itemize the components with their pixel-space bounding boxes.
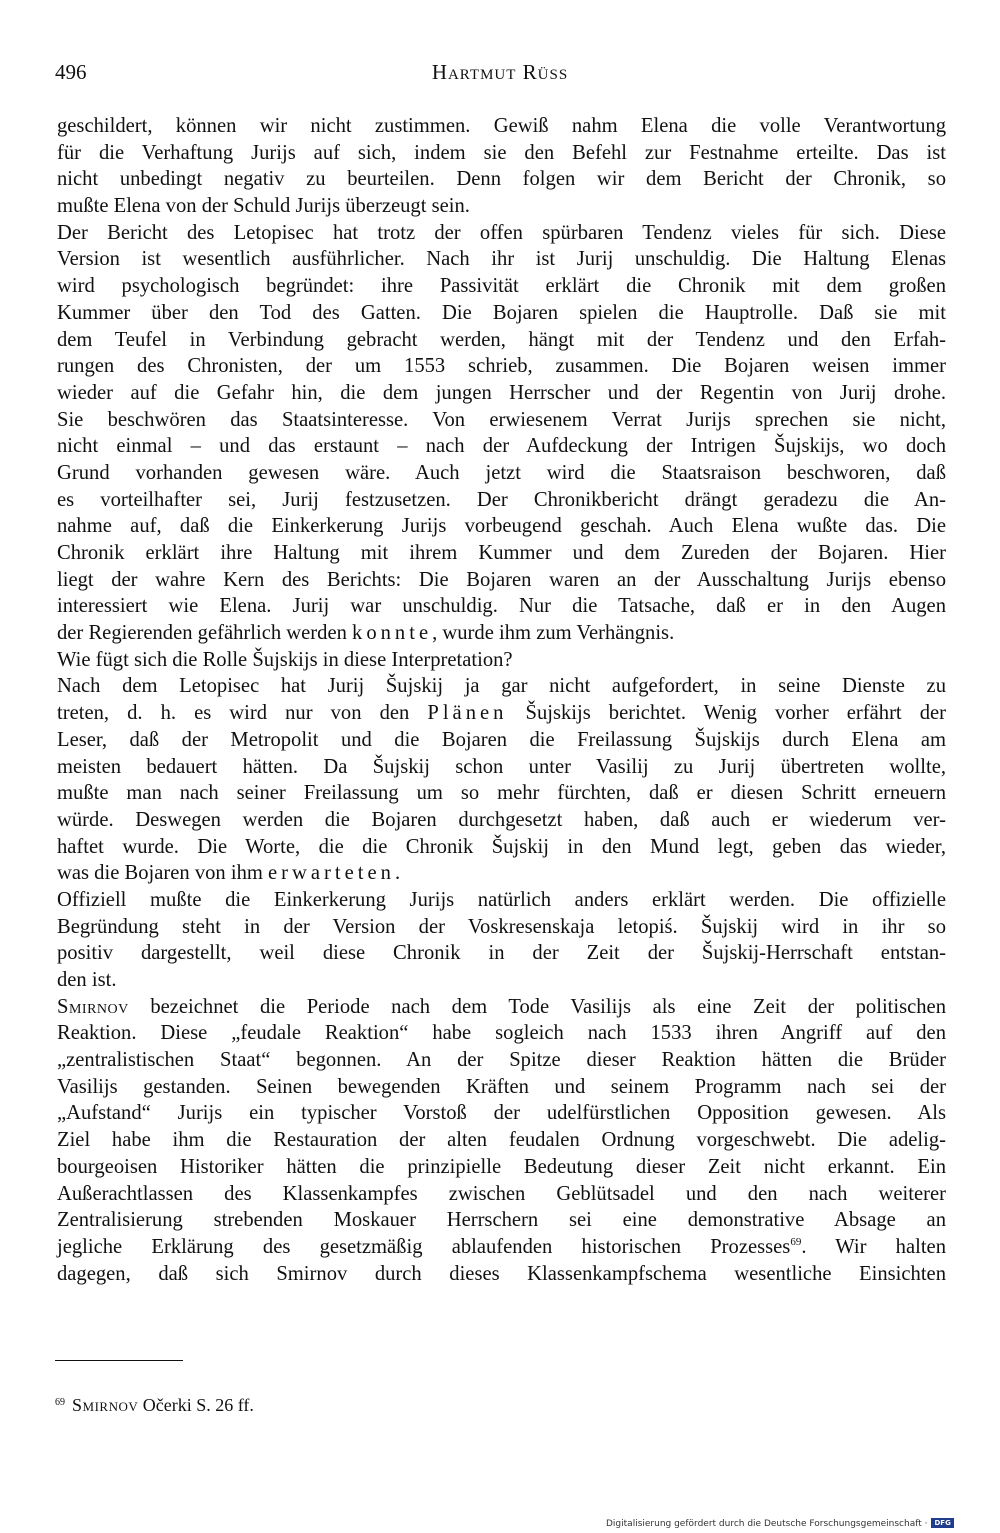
text-line: „zentralistischen Staat“ begonnen. An der Spitze dieser Reaktion hätten die Brüder xyxy=(57,1049,946,1072)
text-line: Ziel habe ihm die Restauration der alten feudalen Ordnung vorgeschwebt. Die adelig- xyxy=(57,1129,946,1152)
running-head: Hartmut Rüss xyxy=(431,60,569,84)
text-line: Der Bericht des Letopisec hat trotz der offen spürbaren Tendenz vieles für sich. Diese xyxy=(57,221,946,244)
spaced-emphasis: konnte xyxy=(352,622,433,645)
text-line: Reaktion. Diese „feudale Reaktion“ habe sogleich nach 1533 ihren Angriff auf den xyxy=(57,1022,946,1045)
text-line: für die Verhaftung Jurijs auf sich, indem sie den Befehl zur Festnahme erteilte. Das ist xyxy=(57,141,946,164)
text-line: dem Teufel in Verbindung gebracht werden, hängt mit der Tendenz und den Erfah- xyxy=(57,328,946,351)
text-line: Begründung steht in der Version der Voskresenskaja letopiś. Šujskij wird in ihr so xyxy=(57,915,946,938)
text-line: würde. Deswegen werden die Bojaren durchgesetzt haben, daß auch er wiederum ver- xyxy=(57,808,946,831)
footnote xyxy=(55,1395,655,1416)
text-line: Nach dem Letopisec hat Jurij Šujskij ja gar nicht aufgefordert, in seine Dienste zu xyxy=(57,675,946,698)
footnote-marker: 69 xyxy=(55,1397,65,1408)
text-line: treten, d. h. es wird nur von den Plänen Šujskijs berichtet. Wenig vorher erfährt der xyxy=(57,702,946,725)
page-header xyxy=(55,60,945,90)
author-name: Smirnov xyxy=(57,995,129,1018)
text-line: interessiert wie Elena. Jurij war unschuldig. Nur die Tatsache, daß er in den Augen xyxy=(57,595,946,618)
text-line: haftet wurde. Die Worte, die die Chronik Šujskij in den Mund legt, geben das wieder, xyxy=(57,835,946,858)
text-line: geschildert, können wir nicht zustimmen. Gewiß nahm Elena die volle Verantwortung xyxy=(57,115,946,137)
credit-text: Digitalisierung gefördert durch die Deutsche Forschungsgemeinschaft · xyxy=(606,1519,928,1529)
text-line: Chronik erklärt ihre Haltung mit ihrem Kummer und dem Zureden der Bojaren. Hier xyxy=(57,542,946,564)
text-line: Leser, daß der Metropolit und die Bojaren die Freilassung Šujskijs durch Elena am xyxy=(57,728,946,751)
footnote-author: Smirnov xyxy=(72,1395,139,1415)
text-line: positiv dargestellt, weil diese Chronik in der Zeit der Šujskij-Herrschaft entstan- xyxy=(57,942,946,965)
text-line: es vorteilhafter sei, Jurij festzusetzen. Der Chronikbericht drängt geradezu die An- xyxy=(57,488,946,511)
body-text xyxy=(57,113,946,1287)
text-line: mußte Elena von der Schuld Jurijs überzeugt sein. xyxy=(57,195,470,218)
spaced-emphasis: Plänen xyxy=(427,702,508,725)
text-line: nicht unbedingt negativ zu beurteilen. Denn folgen wir dem Bericht der Chronik, so xyxy=(57,168,946,191)
dfg-logo: DFG xyxy=(931,1518,953,1528)
footnote-citation: Očerki S. 26 ff. xyxy=(138,1395,254,1415)
text-line: nahme auf, daß die Einkerkerung Jurijs vorbeugend geschah. Auch Elena wußte das. Die xyxy=(57,515,946,538)
footnote-divider xyxy=(55,1360,183,1361)
text-line: dagegen, daß sich Smirnov durch dieses Klassenkampfschema wesentliche Einsichten xyxy=(57,1262,946,1285)
text-line: den ist. xyxy=(57,969,117,991)
text-line: Zentralisierung strebenden Moskauer Herrschern sei eine demonstrative Absage an xyxy=(57,1209,946,1232)
text-line: rungen des Chronisten, der um 1553 schrieb, zusammen. Die Bojaren weisen immer xyxy=(57,355,946,378)
text-line: bourgeoisen Historiker hätten die prinzipielle Bedeutung dieser Zeit nicht erkannt. Ein xyxy=(57,1155,946,1178)
page-number: 496 xyxy=(55,60,87,84)
spaced-emphasis: erwarteten xyxy=(268,862,395,885)
text-line: Offiziell mußte die Einkerkerung Jurijs natürlich anders erklärt werden. Die offizielle xyxy=(57,888,946,911)
text-line: der Regierenden gefährlich werden konnte, wurde ihm zum Verhängnis. xyxy=(57,622,675,645)
text-line: wieder auf die Gefahr hin, die dem jungen Herrscher und der Regentin von Jurij drohe. xyxy=(57,381,946,404)
text-line: mußte man nach seiner Freilassung um so mehr fürchten, daß er diesen Schritt erneuern xyxy=(57,782,946,805)
text-line: Smirnov bezeichnet die Periode nach dem Tode Vasilijs als eine Zeit der politischen xyxy=(57,995,946,1018)
text-line: nicht einmal – und das erstaunt – nach der Aufdeckung der Intrigen Šujskijs, wo doch xyxy=(57,435,946,458)
text-line: Sie beschwören das Staatsinteresse. Von erwiesenem Verrat Jurijs sprechen sie nicht, xyxy=(57,408,946,431)
text-line: was die Bojaren von ihm erwarteten. xyxy=(57,862,401,885)
text-line: Kummer über den Tod des Gatten. Die Bojaren spielen die Hauptrolle. Daß sie mit xyxy=(57,301,946,324)
text-line: liegt der wahre Kern des Berichts: Die Bojaren waren an der Ausschaltung Jurijs ebenso xyxy=(57,568,946,591)
digitization-credit xyxy=(606,1518,954,1530)
text-line: Grund vorhanden gewesen wäre. Auch jetzt wird die Staatsraison beschworen, daß xyxy=(57,461,946,484)
text-line: jegliche Erklärung des gesetzmäßig ablaufenden historischen Prozesses$^{69}$. Wir halten xyxy=(57,1235,946,1258)
text-line: „Aufstand“ Jurijs ein typischer Vorstoß der udelfürstlichen Opposition gewesen. Als xyxy=(57,1102,946,1125)
text-line: wird psychologisch begründet: ihre Passivität erklärt die Chronik mit dem großen xyxy=(57,275,946,298)
text-line: Vasilijs gestanden. Seinen bewegenden Kräften und seinem Programm nach sei der xyxy=(57,1075,946,1098)
footnote-reference[interactable]: 69 xyxy=(790,1235,802,1248)
text-line: Außerachtlassen des Klassenkampfes zwischen Geblütsadel und den nach weiterer xyxy=(57,1182,946,1205)
text-line: Wie fügt sich die Rolle Šujskijs in diese Interpretation? xyxy=(57,648,513,671)
text-line: meisten bedauert hätten. Da Šujskij schon unter Vasilij zu Jurij übertreten wollte, xyxy=(57,755,946,778)
text-line: Version ist wesentlich ausführlicher. Nach ihr ist Jurij unschuldig. Die Haltung Elenas xyxy=(57,248,946,271)
